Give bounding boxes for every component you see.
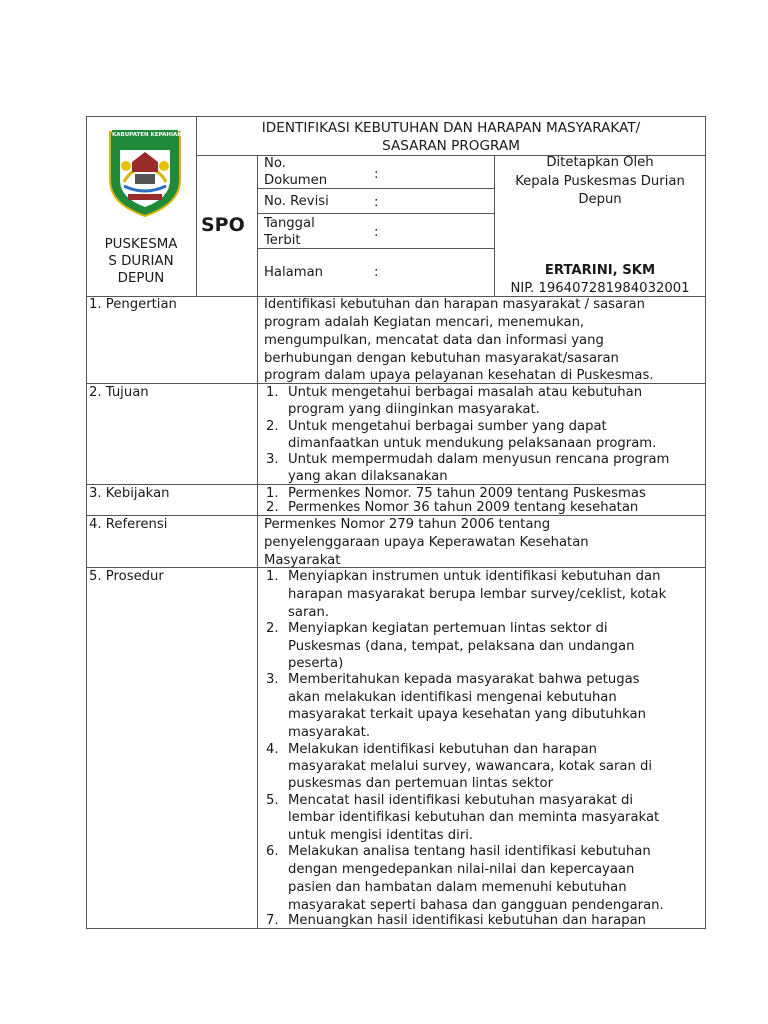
list-item: harapan masyarakat berupa lembar survey/ceklist, kotak (288, 587, 667, 602)
list-number: 1. (266, 569, 279, 584)
list-number: 5. (266, 793, 279, 808)
field-no-dokumen-label-2: Dokumen (264, 173, 328, 188)
list-item: saran. (288, 605, 330, 620)
list-item: dimanfaatkan untuk mendukung pelaksanaan program. (288, 436, 657, 451)
approval-line2: Kepala Puskesmas Durian (515, 174, 685, 189)
section-label-kebijakan: 3. Kebijakan (89, 486, 170, 501)
logo-text: KABUPATEN KEPAHIANG (112, 132, 187, 138)
spo-label: SPO (201, 214, 245, 236)
regency-logo (102, 122, 188, 218)
list-item: puskesmas dan pertemuan lintas sektor (288, 776, 554, 791)
list-number: 2. (266, 419, 279, 434)
pengertian-line: program dalam upaya pelayanan kesehatan di Puskesmas. (264, 368, 654, 383)
list-item: akan melakukan identifikasi mengenai kebutuhan (288, 690, 617, 705)
list-number: 2. (266, 621, 279, 636)
list-number: 3. (266, 452, 279, 467)
list-item: Untuk mempermudah dalam menyusun rencana program (288, 452, 670, 467)
field-no-dokumen-label-1: No. (264, 156, 286, 171)
field-halaman-label: Halaman (264, 265, 324, 280)
list-item: untuk mengisi identitas diri. (288, 828, 474, 843)
section-label-tujuan: 2. Tujuan (89, 385, 149, 400)
list-item: yang akan dilaksanakan (288, 469, 448, 484)
field-tanggal-label-1: Tanggal (264, 216, 315, 231)
list-number: 3. (266, 672, 279, 687)
approval-line1: Ditetapkan Oleh (546, 155, 654, 170)
list-number: 4. (266, 742, 279, 757)
pengertian-line: program adalah Kegiatan mencari, menemukan, (264, 315, 585, 330)
pengertian-line: mengumpulkan, mencatat data dan informasi yang (264, 333, 604, 348)
pengertian-line: Identifikasi kebutuhan dan harapan masyarakat / sasaran (264, 297, 645, 312)
list-number: 6. (266, 844, 279, 859)
list-item: peserta) (288, 656, 344, 671)
field-halaman-colon: : (374, 265, 379, 280)
list-item: pasien dan hambatan dalam memenuhi kebutuhan (288, 880, 627, 895)
referensi-line: Masyarakat (264, 553, 341, 568)
list-item: Mencatat hasil identifikasi kebutuhan masyarakat di (288, 793, 634, 808)
pengertian-line: berhubungan dengan kebutuhan masyarakat/sasaran (264, 351, 619, 366)
referensi-line: Permenkes Nomor 279 tahun 2006 tentang (264, 517, 551, 532)
field-no-revisi-colon: : (374, 195, 379, 210)
list-item: Untuk mengetahui berbagai masalah atau kebutuhan (288, 385, 643, 400)
list-item: Puskesmas (dana, tempat, pelaksana dan undangan (288, 639, 635, 654)
section-label-prosedur: 5. Prosedur (89, 569, 164, 584)
list-item: Permenkes Nomor. 75 tahun 2009 tentang Puskesmas (288, 486, 646, 501)
list-item: masyarakat melalui survey, wawancara, kotak saran di (288, 759, 653, 774)
referensi-line: penyelenggaraan upaya Keperawatan Kesehatan (264, 535, 589, 550)
document-title-line1: IDENTIFIKASI KEBUTUHAN DAN HARAPAN MASYARAKAT/ (261, 120, 641, 136)
section-label-pengertian: 1. Pengertian (89, 297, 177, 312)
list-item: masyarakat. (288, 725, 371, 740)
list-item: Menyiapkan kegiatan pertemuan lintas sektor di (288, 621, 608, 636)
list-item: Untuk mengetahui berbagai sumber yang dapat (288, 419, 607, 434)
field-tanggal-label-2: Terbit (264, 233, 301, 248)
approval-name: ERTARINI, SKM (544, 263, 656, 278)
list-item: Menuangkan hasil identifikasi kebutuhan dan harapan (288, 913, 647, 928)
list-number: 7. (266, 913, 279, 928)
org-name-line3: DEPUN (117, 271, 165, 286)
list-number: 1. (266, 385, 279, 400)
field-no-dokumen-colon: : (374, 167, 379, 182)
list-item: Melakukan identifikasi kebutuhan dan harapan (288, 742, 598, 757)
list-item: Memberitahukan kepada masyarakat bahwa petugas (288, 672, 640, 687)
field-tanggal-colon: : (374, 225, 379, 240)
list-item: lembar identifikasi kebutuhan dan meminta masyarakat (288, 810, 660, 825)
list-item: Menyiapkan instrumen untuk identifikasi kebutuhan dan (288, 569, 661, 584)
list-item: program yang diinginkan masyarakat. (288, 402, 540, 417)
approval-nip: NIP. 196407281984032001 (510, 281, 690, 296)
list-number: 1. (266, 486, 279, 501)
approval-line3: Depun (578, 192, 622, 207)
list-item: Melakukan analisa tentang hasil identifikasi kebutuhan (288, 844, 651, 859)
list-item: dengan mengedepankan nilai-nilai dan kepercayaan (288, 862, 635, 877)
list-item: masyarakat seperti bahasa dan gangguan pendengaran. (288, 898, 664, 913)
org-name-line2: S DURIAN (108, 254, 174, 269)
field-no-revisi-label: No. Revisi (264, 194, 329, 209)
list-item: masyarakat terkait upaya kesehatan yang dibutuhkan (288, 707, 646, 722)
list-item: Permenkes Nomor 36 tahun 2009 tentang kesehatan (288, 500, 639, 515)
section-label-referensi: 4. Referensi (89, 517, 168, 532)
org-name-line1: PUSKESMA (104, 237, 178, 252)
list-number: 2. (266, 500, 279, 515)
document-title-line2: SASARAN PROGRAM (382, 138, 520, 154)
